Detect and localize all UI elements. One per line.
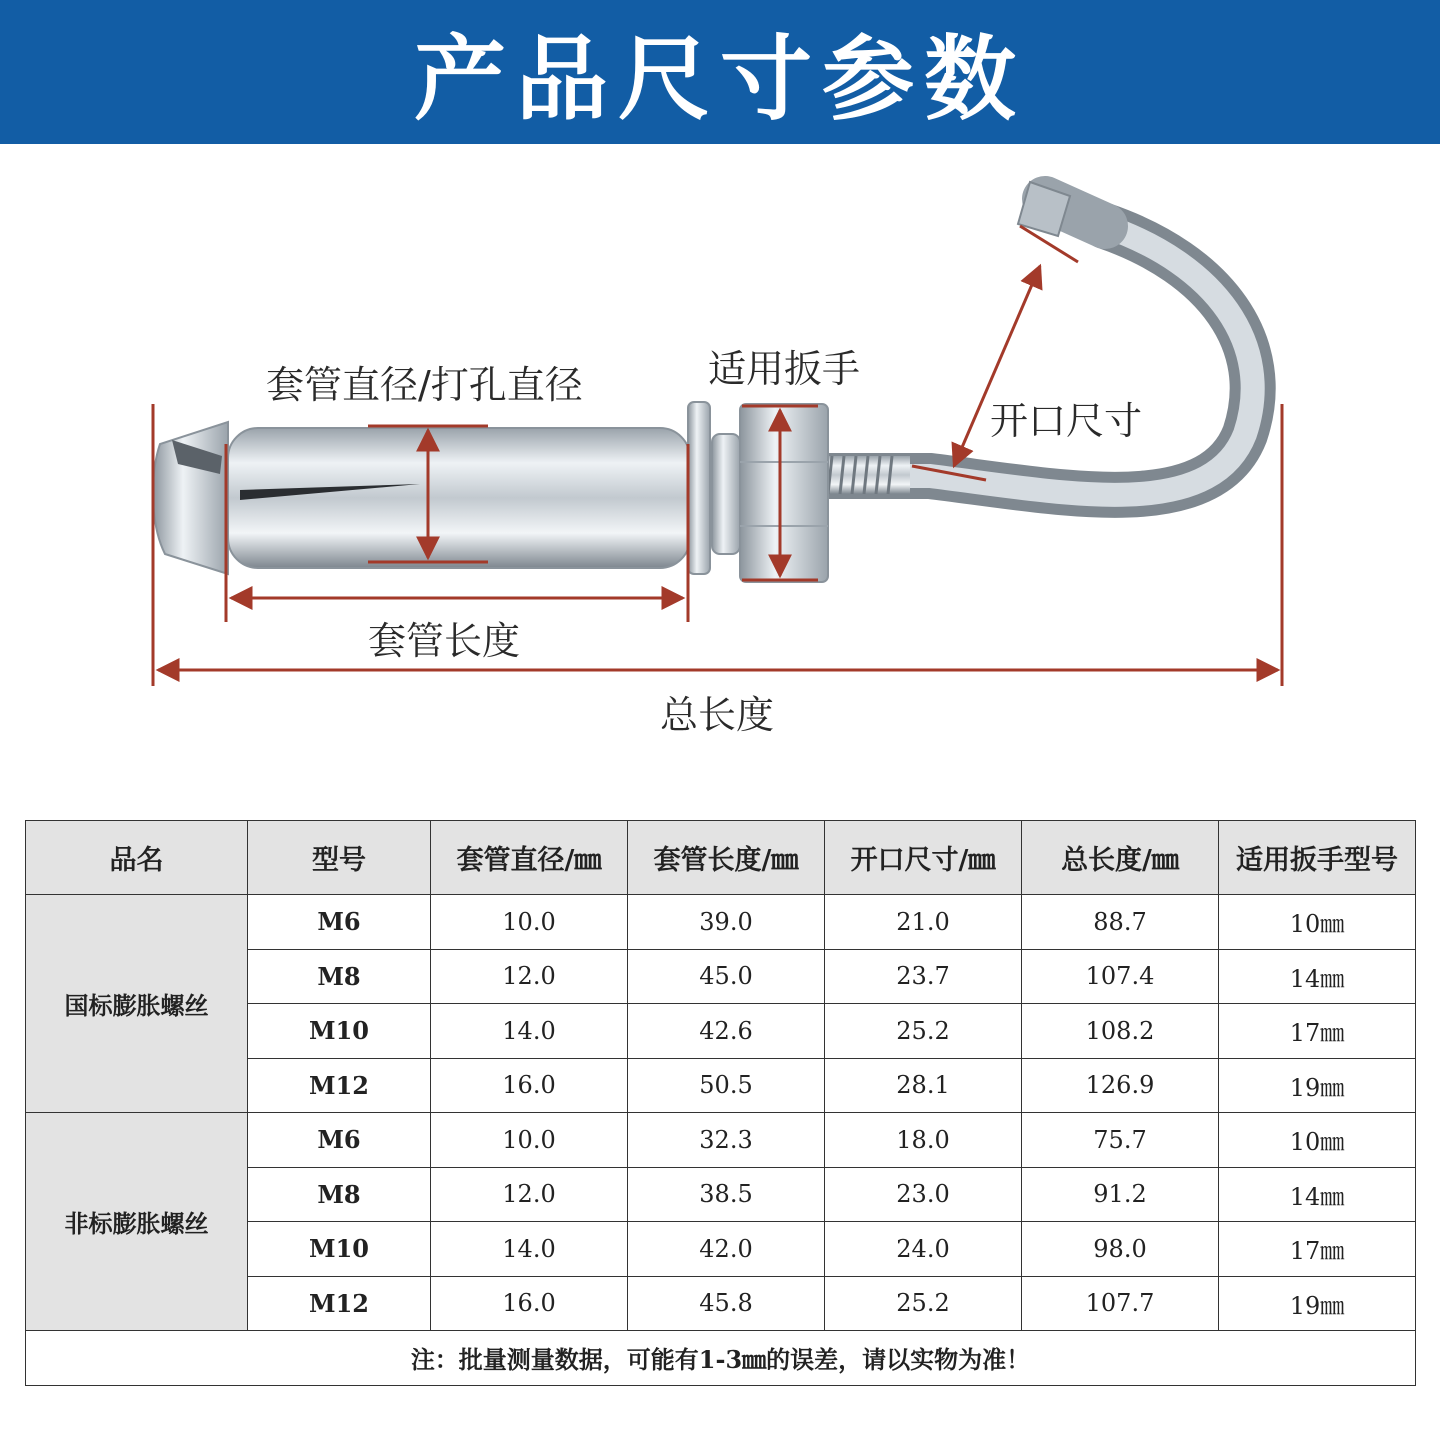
diameter-cell: 10.0	[431, 1113, 628, 1168]
header-total: 总长度/㎜	[1022, 821, 1219, 895]
model-cell: M10	[248, 1222, 431, 1277]
diameter-cell: 16.0	[431, 1276, 628, 1331]
spec-table	[25, 820, 1416, 1386]
page-title: 产品尺寸参数	[413, 26, 1026, 133]
header-length: 套管长度/㎜	[628, 821, 825, 895]
wrench-cell: 17㎜	[1219, 1004, 1416, 1059]
total-cell: 88.7	[1022, 895, 1219, 950]
hex-nut	[740, 404, 828, 582]
model-cell: M8	[248, 949, 431, 1004]
model-cell: M12	[248, 1058, 431, 1113]
total-cell: 107.7	[1022, 1276, 1219, 1331]
total-cell: 108.2	[1022, 1004, 1219, 1059]
length-cell: 42.0	[628, 1222, 825, 1277]
title-banner	[0, 0, 1440, 144]
cone-nut	[153, 422, 228, 574]
length-cell: 50.5	[628, 1058, 825, 1113]
length-cell: 38.5	[628, 1167, 825, 1222]
length-cell: 39.0	[628, 895, 825, 950]
model-cell: M6	[248, 895, 431, 950]
washers	[688, 402, 740, 574]
wrench-cell: 10㎜	[1219, 1113, 1416, 1168]
wrench-cell: 17㎜	[1219, 1222, 1416, 1277]
length-cell: 32.3	[628, 1113, 825, 1168]
diameter-cell: 12.0	[431, 949, 628, 1004]
header-opening: 开口尺寸/㎜	[825, 821, 1022, 895]
header-wrench: 适用扳手型号	[1219, 821, 1416, 895]
length-cell: 45.8	[628, 1276, 825, 1331]
table-row	[26, 1113, 1416, 1168]
diameter-cell: 14.0	[431, 1004, 628, 1059]
opening-cell: 21.0	[825, 895, 1022, 950]
header-name: 品名	[26, 821, 248, 895]
label-opening: 开口尺寸	[990, 399, 1143, 443]
label-wrench: 适用扳手	[708, 347, 861, 391]
opening-cell: 24.0	[825, 1222, 1022, 1277]
dimension-diagram	[0, 144, 1440, 784]
length-cell: 45.0	[628, 949, 825, 1004]
model-cell: M6	[248, 1113, 431, 1168]
opening-cell: 18.0	[825, 1113, 1022, 1168]
diameter-cell: 14.0	[431, 1222, 628, 1277]
opening-cell: 23.0	[825, 1167, 1022, 1222]
label-total-length: 总长度	[660, 693, 775, 737]
label-sleeve-length: 套管长度	[368, 619, 521, 663]
header-diameter: 套管直径/㎜	[431, 821, 628, 895]
note-row	[26, 1331, 1416, 1386]
opening-cell: 28.1	[825, 1058, 1022, 1113]
wrench-cell: 14㎜	[1219, 949, 1416, 1004]
total-cell: 107.4	[1022, 949, 1219, 1004]
model-cell: M10	[248, 1004, 431, 1059]
opening-cell: 25.2	[825, 1004, 1022, 1059]
total-cell: 126.9	[1022, 1058, 1219, 1113]
opening-cell: 23.7	[825, 949, 1022, 1004]
category-cell: 国标膨胀螺丝	[26, 895, 248, 1113]
table-row	[26, 895, 1416, 950]
diameter-cell: 12.0	[431, 1167, 628, 1222]
sleeve	[228, 428, 690, 568]
diameter-cell: 16.0	[431, 1058, 628, 1113]
hook-rod	[820, 182, 1253, 495]
model-cell: M8	[248, 1167, 431, 1222]
total-cell: 91.2	[1022, 1167, 1219, 1222]
total-cell: 75.7	[1022, 1113, 1219, 1168]
wrench-cell: 10㎜	[1219, 895, 1416, 950]
total-cell: 98.0	[1022, 1222, 1219, 1277]
header-model: 型号	[248, 821, 431, 895]
opening-cell: 25.2	[825, 1276, 1022, 1331]
diameter-cell: 10.0	[431, 895, 628, 950]
wrench-cell: 19㎜	[1219, 1058, 1416, 1113]
model-cell: M12	[248, 1276, 431, 1331]
wrench-cell: 14㎜	[1219, 1167, 1416, 1222]
table-header-row	[26, 821, 1416, 895]
category-cell: 非标膨胀螺丝	[26, 1113, 248, 1331]
measurement-note: 注：批量测量数据，可能有1-3㎜的误差，请以实物为准！	[26, 1331, 1416, 1386]
label-sleeve-diameter: 套管直径/打孔直径	[266, 363, 583, 407]
length-cell: 42.6	[628, 1004, 825, 1059]
wrench-cell: 19㎜	[1219, 1276, 1416, 1331]
